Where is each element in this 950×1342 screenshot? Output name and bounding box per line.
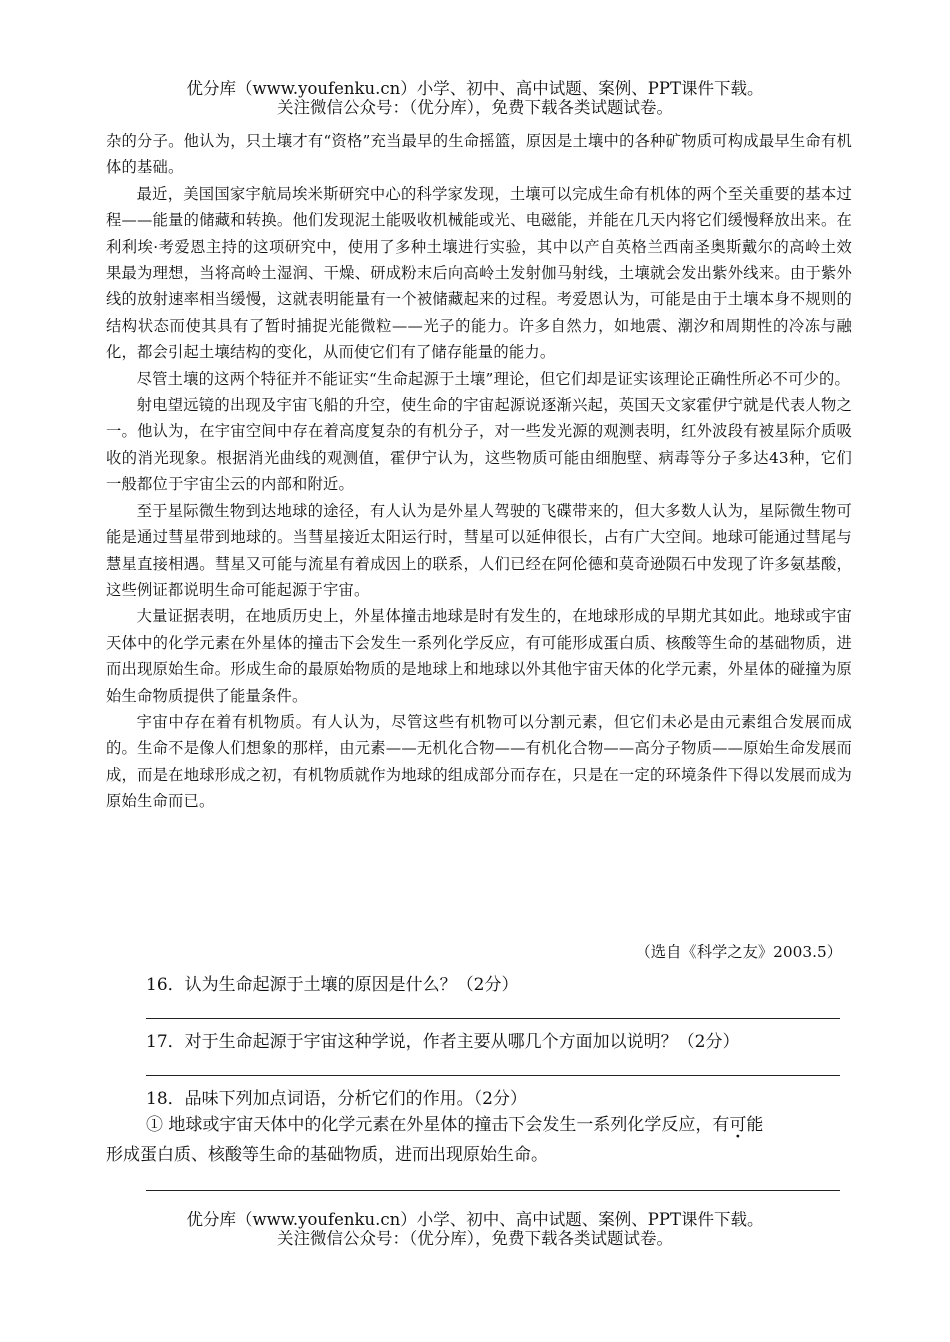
article-paragraph: 至于星际微生物到达地球的途径，有人认为是外星人驾驶的飞碟带来的，但大多数人认为，星际微生物可能是通过彗星带到地球的。当彗星接近太阳运行时，彗星可以延伸很长，占有广大空间。地球可能通过彗尾与慧星直接相遇。彗星又可能与流星有着成因上的联系，人们已经在阿伦德和莫奇逊陨石中发现了许多氨基酸，这些例证都说明生命可能起源于宇宙。 — [106, 501, 852, 599]
question-18-item-1-text: ① 地球或宇宙天体中的化学元素在外星体的撞击下会发生一系列化学反应， — [146, 1115, 713, 1135]
article-paragraph: 射电望远镜的出现及宇宙飞船的升空，使生命的宇宙起源说逐渐兴起，英国天文家霍伊宁就是代表人物之一。他认为，在宇宙空间中存在着高度复杂的有机分子，对一些发光源的观测表明，红外波段有被星际介质吸收的消光现象。根据消光曲线的观测值，霍伊宁认为，这些物质可能由细胞壁、病毒等分子多达43种，它们一般都位于宇宙尘云的内部和附近。 — [106, 396, 852, 494]
article-paragraph: 宇宙中存在着有机物质。有人认为，尽管这些有机物可以分割元素，但它们未必是由元素组合发展而成的。生命不是像人们想象的那样，由元素——无机化合物——有机化合物——高分子物质——原始生命发展而成，而是在地球形成之初，有机物质就作为地球的组成部分而存在，只是在一定的环境条件下得以发展而成为原始生命而已。 — [106, 712, 852, 811]
question-16: 16．认为生命起源于土壤的原因是什么？（2分） — [146, 975, 519, 995]
question-18-item-1 — [146, 1110, 852, 1135]
article-paragraph: 杂的分子。他认为，只土壤才有“资格”充当最早的生命摇篮，原因是土壤中的各种矿物质可构成最早生命有机体的基础。 — [106, 132, 852, 177]
question-17: 17．对于生命起源于宇宙这种学说，作者主要从哪几个方面加以说明？（2分） — [146, 1032, 740, 1052]
answer-line-16[interactable] — [146, 1018, 840, 1019]
source-citation: （选自《科学之友》2003.5） — [635, 943, 842, 961]
article-paragraph: 最近，美国国家宇航局埃米斯研究中心的科学家发现，土壤可以完成生命有机体的两个至关重要的基本过程——能量的储藏和转换。他们发现泥土能吸收机械能或光、电磁能，并能在几天内将它们缓慢释放出来。在利利埃·考爱恩主持的这项研究中，使用了多种土壤进行实验，其中以产自英格兰西南圣奥斯戴尔的高岭土效果最为理想，当将高岭土湿润、干燥、研成粉末后向高岭土发射伽马射线，土壤就会发出紫外线来。由于紫外线的放射速率相当缓慢，这就表明能量有一个被储藏起来的过程。考爱恩认为，可能是由于土壤本身不规则的结构状态而使其具有了暂时捕捉光能微粒——光子的能力。许多自然力，如地震、潮汐和周期性的冷冻与融化，都会引起土壤结构的变化，从而使它们有了储存能量的能力。 — [106, 184, 852, 362]
footer-line-2: 关注微信公众号：（优分库），免费下载各类试题试卷。 — [277, 1229, 673, 1248]
answer-line-18[interactable] — [146, 1190, 840, 1191]
article-body — [106, 128, 852, 815]
article-paragraph: 尽管土壤的这两个特征并不能证实“生命起源于土壤”理论，但它们却是证实该理论正确性所必不可少的。 — [136, 369, 850, 388]
question-18-item-1-cont: 形成蛋白质、核酸等生命的基础物质，进而出现原始生命。 — [106, 1145, 548, 1165]
answer-line-17[interactable] — [146, 1075, 840, 1076]
header-line-1: 优分库（www.youfenku.cn）小学、初中、高中试题、案例、PPT课件下载。 — [186, 79, 764, 98]
footer-line-1: 优分库（www.youfenku.cn）小学、初中、高中试题、案例、PPT课件下载。 — [186, 1210, 764, 1229]
article-paragraph: 大量证据表明，在地质历史上，外星体撞击地球是时有发生的，在地球形成的早期尤其如此。地球或宇宙天体中的化学元素在外星体的撞击下会发生一系列化学反应，有可能形成蛋白质、核酸等生命的基础物质，进而出现原始生命。形成生命的最原始物质的是地球上和地球以外其他宇宙天体的化学元素，外星体的碰撞为原始生命物质提供了能量条件。 — [106, 607, 852, 705]
question-18: 18．品味下列加点词语，分析它们的作用。（2分） — [146, 1089, 527, 1109]
header-line-2: 关注微信公众号：（优分库），免费下载各类试题试卷。 — [277, 98, 673, 117]
emphasized-words: 有可能 — [712, 1115, 764, 1135]
